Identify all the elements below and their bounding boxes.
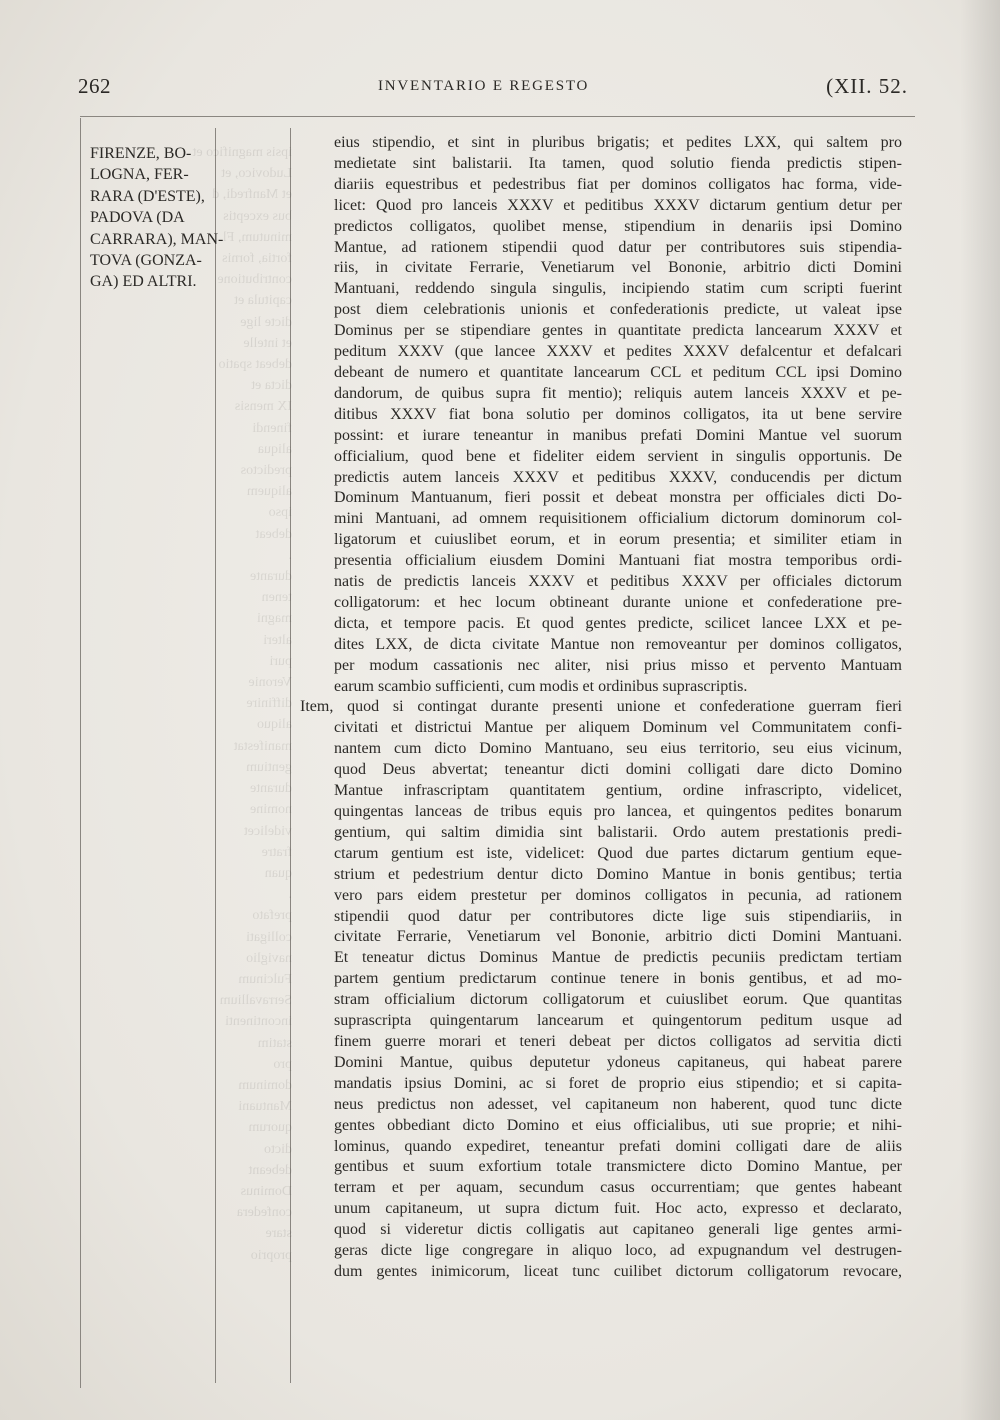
marginal-heading-line: FIRENZE, BO- (90, 145, 192, 162)
marginal-heading-line: RARA (D'ESTE), (90, 187, 205, 205)
running-head: INVENTARIO E REGESTO (378, 78, 590, 94)
text-line: stipendii quod datur per contributores dicte lige suis stipendiariis, in (334, 907, 902, 925)
text-line: suprascripta quingentarum lancearum et quingentorum peditum usque ad (334, 1012, 902, 1030)
text-line: ctarum gentium est iste, videlicet: Quod due partes dictarum gentium eque- (334, 844, 902, 862)
margin-rule-left (80, 118, 81, 1388)
marginal-heading-line: CARRARA), MAN- (90, 230, 224, 248)
text-line: nantem cum dicto Domino Mantuano, seu eius territorio, seu eius vicinum, (334, 740, 902, 758)
text-line: riis, in civitate Ferrarie, Venetiarum vel Bononie, arbitrio dicti Domini (334, 259, 902, 277)
page-edge-shadow (960, 0, 1000, 1420)
text-line: strium et pedestrium dentur dicto Domino Mantue in bonis gentibus; tertia (334, 865, 902, 883)
text-line: Et teneatur dictus Dominus Mantue de predictis pecuniis predictam tertiam (334, 949, 902, 967)
text-line: earum scambio sufficienti, cum modis et ordinibus suprascriptis. (334, 677, 748, 695)
text-line: predictos colligatos, quolibet mense, stipendium in denariis ipsi Domino (334, 217, 902, 235)
text-line: Domini Mantue, quibus deputetur ydoneus capitaneus, qui habeat parere (334, 1053, 902, 1071)
text-line: natis de predictis lanceis XXXV et peditibus XXXV per officiales dictorum (334, 573, 902, 591)
text-line: gentes obbediant dicto Domino et eius officialibus, uti sue proprie; et nihi- (334, 1116, 902, 1134)
text-line: dites LXX, de dicta civitate Mantue non removeantur per dominos colligatos, (334, 635, 902, 653)
text-line: geras dicte lige congregare in aliquo loco, ad expugnandum vel destrugen- (334, 1242, 902, 1260)
text-line: debeant de numero et quantitate lancearum CCL et peditum CCL ipsi Domino (334, 363, 902, 381)
text-line: ditibus XXXV fiat bona solutio per dominos colligatos, ita ut bene servire (334, 405, 902, 423)
text-line: Dominus per se stipendiare gentes in quantitate predicta lancearum XXXV et (334, 322, 902, 340)
page-header (78, 74, 908, 100)
marginal-heading-line: TOVA (GONZA- (90, 252, 202, 270)
marginal-heading (90, 143, 224, 293)
text-line: dandorum, de quibus supra fit mentio); reliquis autem lanceis XXXV et pe- (334, 384, 902, 402)
body-text (300, 133, 902, 1283)
text-line: neus predictus non adesset, vel capitaneum non haberent, quod tunc dicte (334, 1095, 902, 1113)
text-line: Dominum Mantuanum, fieri possit et debeat monstra per officiales dicti Do- (334, 489, 902, 507)
text-line: finem guerre morari et teneri debeat per dictos colligatos ad servitia dicti (334, 1032, 902, 1050)
text-line: medietate sint balistarii. Ita tamen, quod solutio fienda predictis stipen- (334, 154, 902, 172)
text-line: partem gentium predictarum continue tenere in bonis gentibus, et ad mo- (334, 970, 902, 988)
text-line: possint: et iurare teneantur in manibus prefati Domini Mantue vel suorum (334, 426, 902, 444)
text-line: mandatis ipsius Domini, ac si foret de proprio eius stipendio; et si capita- (334, 1074, 902, 1092)
text-line: presentia officialium eiusdem Domini Mantuani fiat mostra temporibus ordi- (334, 552, 902, 570)
text-line: gentium, qui saltim dimidia sint balistarii. Ordo autem prestationis predi- (334, 823, 902, 841)
text-line: quingentas lanceas de tribus equis pro lancea, et quingentos pedites bonarum (334, 803, 902, 820)
text-line: Mantue infrascriptam quantitatem gentium, ordine infrascripto, videlicet, (334, 782, 902, 800)
marginal-heading-line: PADOVA (DA (90, 209, 185, 227)
marginal-heading-line: GA) ED ALTRI. (90, 273, 197, 291)
text-line: stram officialium dictorum colligatorum et cuiuslibet eorum. Que quantitas (334, 991, 902, 1009)
text-line: terram et per aquam, secundum casus occurrentiam; que gentes habeant (334, 1179, 902, 1197)
text-line: quod Deus abvertat; teneantur dicti domini colligati dare dicto Domino (334, 761, 902, 779)
text-line: Mantuani, reddendo singula singulis, incipiendo statim cum scripti fuerint (334, 280, 902, 298)
text-line: per modum cassationis nec aliter, nisi prius misso et pervento Mantuam (334, 656, 902, 674)
text-line: licet: Quod pro lanceis XXXV et peditibus XXXV dictarum gentium detur per (334, 196, 902, 214)
text-line: predictis autem lanceis XXXV et peditibus XXXV, conducendis per dictum (334, 468, 902, 486)
text-line: gentibus et suum exfortium totale transmictere dicto Domino Mantue, per (334, 1158, 902, 1176)
text-line: vero pars eidem prestetur per dominos colligatos in pecunia, ad rationem (334, 886, 902, 904)
text-line: dum gentes inimicorum, liceat tunc cuilibet dictorum colligatorum revocare, (334, 1262, 902, 1280)
text-line: officialium, quod bene et fideliter eidem servient in singulis opportunis. De (334, 447, 902, 465)
text-line: post diem celebrationis unionis et confederationis predicte, ut valeat ipse (334, 301, 902, 319)
text-line: dicta, et tempore pacis. Et quod gentes predicte, scilicet lancee LXX et pe- (334, 614, 902, 632)
text-line: civitate Ferrarie, Venetiarum vel Bononie, arbitrio dicti Domini Mantuani. (334, 928, 902, 946)
page-number: 262 (78, 74, 111, 98)
bleed-through-texture: ipsis magnifico et Ludovico, et et Manfredi, d bus exceptis minutum, Fl fortia, fornis contributione capitula et dicte lige et intelle debeat spatio dicta et IX mensis finendi aliqua predictos aliquem ipso debeat . durante tenen magni alteri puri Veronie diffinire aliquo manifestat gentium durante nomine videlicet fratre quan . prefato colligati naviglio Fulcinum Serravallium incontinenti statim pro dominum Mantuani quorum dicto debeant Dominus confedera stare proprio (192, 145, 292, 1263)
text-line: mini Mantuani, ad omnem requisitionem officialium dictorum dominorum col- (334, 510, 902, 528)
text-line: civitati et districtui Mantue per aliquem Dominum vel Communitatem confi- (334, 719, 902, 737)
text-line: lominus, quando expediret, teneantur prefati domini colligati dare de aliis (334, 1137, 902, 1155)
text-line: unum capitaneum, ut supra dictum fuit. Hoc acto, expresso et declarato, (334, 1200, 902, 1218)
section-reference: (XII. 52. (826, 74, 908, 98)
text-line: Mantue, ad rationem stipendii quod datur per contributores suis stipendia- (334, 238, 902, 256)
text-line: quod si videretur dictis colligatis aut capitaneo generali lige gentes armi- (334, 1221, 902, 1239)
marginal-heading-line: LOGNA, FER- (90, 166, 189, 184)
text-line: eius stipendio, et sint in pluribus brigatis; et pedites LXX, qui saltem pro (334, 134, 902, 151)
text-line: ligatorum et cuiuslibet eorum, et in eorum presentia; et similiter etiam in (334, 531, 902, 549)
text-line: colligatorum: et hec locum obtineant durante unione et confederatione pre- (334, 593, 902, 611)
text-line: peditum XXXV (que lancee XXXV et pedites XXXV defalcentur et defalcari (334, 343, 902, 361)
header-rule (80, 116, 915, 117)
text-line: Item, quod si contingat durante presenti unione et confederatione guerram fieri (300, 698, 902, 716)
text-line: diariis equestribus et pedestribus fiat per dominos colligatos hac forma, vide- (334, 175, 902, 193)
